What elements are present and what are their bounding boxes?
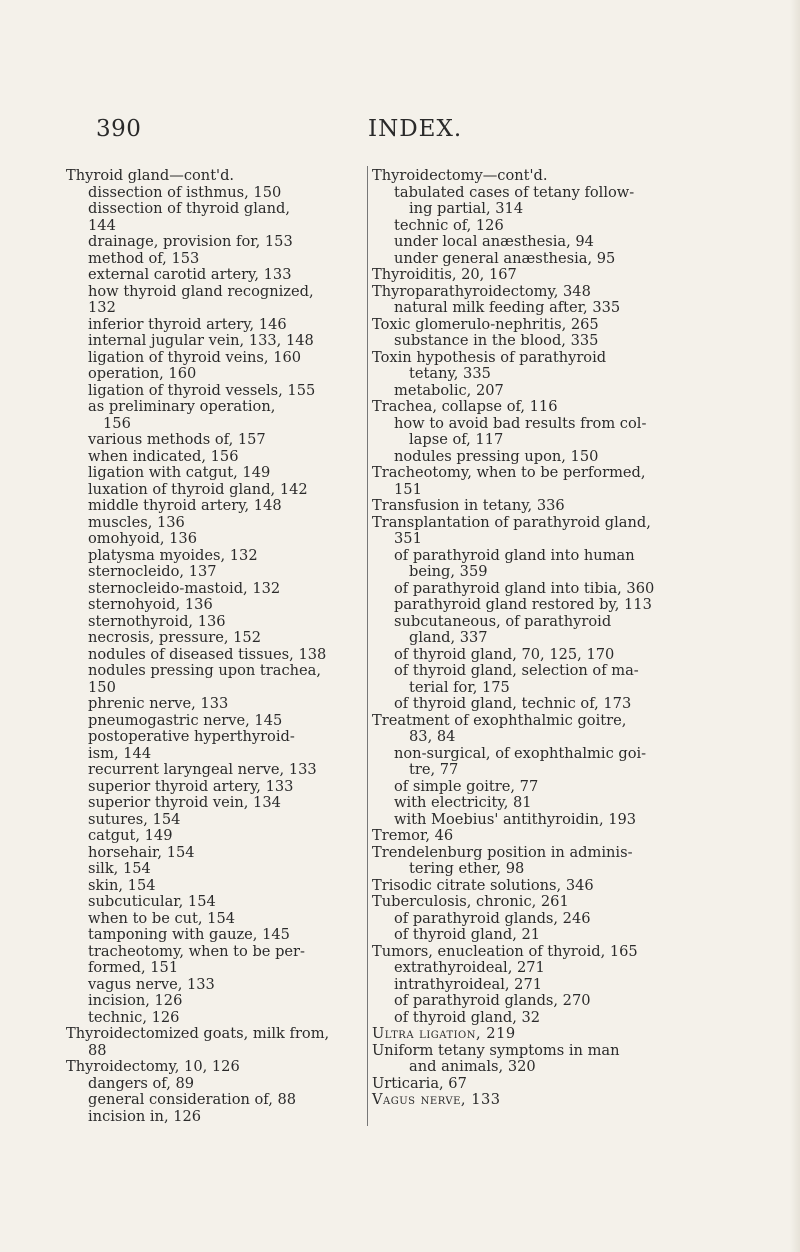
index-entry: Tuberculosis, chronic, 261 xyxy=(372,893,569,910)
index-subentry: superior thyroid vein, 134 xyxy=(88,794,281,811)
index-subentry: parathyroid gland restored by, 113 xyxy=(394,596,652,613)
index-subentry: ligation with catgut, 149 xyxy=(88,464,271,481)
index-entry: Uniform tetany symptoms in man xyxy=(372,1041,620,1059)
index-subentry: of thyroid gland, selection of ma- xyxy=(394,662,639,679)
index-entry: Trendelenburg position in adminis- xyxy=(372,843,633,861)
index-entry: Thyroidectomy—cont'd. xyxy=(372,167,548,184)
index-entry: Ultra ligation, 219 xyxy=(372,1025,516,1042)
index-subentry: with electricity, 81 xyxy=(394,794,532,811)
index-subentry: natural milk feeding after, 335 xyxy=(394,299,621,316)
index-subentry: of thyroid gland, 21 xyxy=(394,926,541,943)
index-subentry: subcuticular, 154 xyxy=(88,893,216,910)
index-subentry: necrosis, pressure, 152 xyxy=(88,629,261,646)
index-entry: Tremor, 46 xyxy=(372,827,454,844)
index-entry: Trachea, collapse of, 116 xyxy=(372,398,558,415)
index-subentry: lapse of, 117 xyxy=(409,431,504,448)
index-subentry: 83, 84 xyxy=(409,728,456,745)
index-entry: Thyroidectomized goats, milk from, xyxy=(66,1025,330,1042)
index-subentry: with Moebius' antithyroidin, 193 xyxy=(394,810,637,828)
index-subentry: 156 xyxy=(103,414,131,432)
index-subentry: tering ether, 98 xyxy=(409,860,525,877)
index-subentry: and animals, 320 xyxy=(409,1058,536,1075)
index-subentry: ligation of thyroid vessels, 155 xyxy=(88,381,316,399)
index-subentry: formed, 151 xyxy=(88,959,179,976)
index-subentry: dangers of, 89 xyxy=(88,1074,195,1092)
index-subentry: of parathyroid gland into tibia, 360 xyxy=(394,579,655,597)
index-subentry: of parathyroid glands, 246 xyxy=(394,909,591,927)
index-subentry: gland, 337 xyxy=(409,629,488,646)
page-edge xyxy=(790,0,800,1252)
index-subentry: sternothyroid, 136 xyxy=(88,612,226,630)
index-entry: Urticaria, 67 xyxy=(372,1074,467,1092)
index-subentry: 150 xyxy=(88,678,116,696)
index-subentry: metabolic, 207 xyxy=(394,381,504,399)
index-subentry: inferior thyroid artery, 146 xyxy=(88,315,287,333)
index-subentry: ing partial, 314 xyxy=(409,200,524,217)
index-subentry: 132 xyxy=(88,299,116,316)
index-entry: Toxin hypothesis of parathyroid xyxy=(372,348,607,366)
index-subentry: sternocleido, 137 xyxy=(88,563,217,580)
index-entry: Thyroidectomy, 10, 126 xyxy=(66,1058,240,1075)
index-subentry: of parathyroid gland into human xyxy=(394,546,635,564)
index-subentry: 151 xyxy=(394,480,422,498)
index-subentry: 88 xyxy=(88,1041,107,1059)
index-entry: Transplantation of parathyroid gland, xyxy=(372,513,651,531)
index-subentry: sternocleido-mastoid, 132 xyxy=(88,579,281,597)
index-entry: Tumors, enucleation of thyroid, 165 xyxy=(372,942,638,960)
index-subentry: incision in, 126 xyxy=(88,1107,202,1125)
index-subentry: how thyroid gland recognized, xyxy=(88,282,314,300)
index-subentry: when indicated, 156 xyxy=(88,447,239,465)
index-entry: Treatment of exophthalmic goitre, xyxy=(372,711,627,729)
index-subentry: as preliminary operation, xyxy=(88,398,276,415)
index-subentry: ligation of thyroid veins, 160 xyxy=(88,348,302,366)
index-subentry: nodules pressing upon trachea, xyxy=(88,662,321,679)
index-subentry: pneumogastric nerve, 145 xyxy=(88,711,283,729)
index-subentry: tamponing with gauze, 145 xyxy=(88,926,290,943)
index-entry: Tracheotomy, when to be performed, xyxy=(372,464,646,481)
index-subentry: tracheotomy, when to be per- xyxy=(88,942,305,960)
index-subentry: tabulated cases of tetany follow- xyxy=(394,183,635,201)
index-subentry: of thyroid gland, 32 xyxy=(394,1008,541,1026)
index-subentry: of thyroid gland, 70, 125, 170 xyxy=(394,645,615,663)
index-entry: Trisodic citrate solutions, 346 xyxy=(372,876,594,894)
index-subentry: terial for, 175 xyxy=(409,678,510,696)
index-subentry: drainage, provision for, 153 xyxy=(88,233,293,250)
index-subentry: when to be cut, 154 xyxy=(88,909,236,927)
index-subentry: intrathyroideal, 271 xyxy=(394,975,543,993)
index-entry: Thyroid gland—cont'd. xyxy=(66,167,235,184)
index-subentry: omohyoid, 136 xyxy=(88,530,197,547)
index-subentry: muscles, 136 xyxy=(88,513,185,531)
index-subentry: 144 xyxy=(88,216,116,234)
index-subentry: luxation of thyroid gland, 142 xyxy=(88,480,308,498)
index-subentry: silk, 154 xyxy=(88,860,151,877)
index-subentry: nodules pressing upon, 150 xyxy=(394,447,599,465)
index-subentry: non-surgical, of exophthalmic goi- xyxy=(394,744,647,762)
index-subentry: dissection of thyroid gland, xyxy=(88,200,290,217)
index-entry: Toxic glomerulo-nephritis, 265 xyxy=(372,315,599,333)
index-subentry: vagus nerve, 133 xyxy=(88,975,215,993)
page-header xyxy=(0,116,800,146)
index-subentry: superior thyroid artery, 133 xyxy=(88,777,294,795)
index-subentry: under general anæsthesia, 95 xyxy=(394,249,616,267)
index-subentry: 351 xyxy=(394,530,422,547)
index-subentry: catgut, 149 xyxy=(88,827,173,844)
running-title: INDEX. xyxy=(368,116,463,142)
index-subentry: operation, 160 xyxy=(88,365,197,382)
index-subentry: being, 359 xyxy=(409,563,488,580)
index-subentry: technic, 126 xyxy=(88,1008,180,1026)
index-subentry: postoperative hyperthyroid- xyxy=(88,728,295,745)
page-number: 390 xyxy=(96,116,142,142)
index-entry: Thyroiditis, 20, 167 xyxy=(372,266,517,283)
index-subentry: external carotid artery, 133 xyxy=(88,266,292,283)
index-subentry: of simple goitre, 77 xyxy=(394,777,539,795)
index-subentry: of parathyroid glands, 270 xyxy=(394,992,591,1009)
column-divider xyxy=(367,166,368,1126)
index-subentry: how to avoid bad results from col- xyxy=(394,414,647,432)
index-subentry: internal jugular vein, 133, 148 xyxy=(88,332,314,349)
index-subentry: tetany, 335 xyxy=(409,365,491,382)
index-entry: Vagus nerve, 133 xyxy=(372,1091,501,1108)
index-subentry: horsehair, 154 xyxy=(88,843,195,861)
index-subentry: sutures, 154 xyxy=(88,810,181,828)
index-subentry: skin, 154 xyxy=(88,876,156,894)
index-subentry: subcutaneous, of parathyroid xyxy=(394,612,612,630)
index-subentry: ism, 144 xyxy=(88,744,152,762)
index-subentry: under local anæsthesia, 94 xyxy=(394,233,594,250)
index-subentry: extrathyroideal, 271 xyxy=(394,959,545,976)
index-entry: Transfusion in tetany, 336 xyxy=(372,497,565,514)
index-subentry: phrenic nerve, 133 xyxy=(88,695,229,712)
index-subentry: nodules of diseased tissues, 138 xyxy=(88,645,327,663)
index-subentry: middle thyroid artery, 148 xyxy=(88,497,282,514)
index-subentry: of thyroid gland, technic of, 173 xyxy=(394,695,632,712)
index-subentry: tre, 77 xyxy=(409,761,459,778)
index-subentry: recurrent laryngeal nerve, 133 xyxy=(88,761,317,778)
index-column-left xyxy=(66,168,362,1125)
index-subentry: dissection of isthmus, 150 xyxy=(88,183,282,201)
index-subentry: substance in the blood, 335 xyxy=(394,332,599,349)
index-subentry: sternohyoid, 136 xyxy=(88,596,213,613)
index-column-right xyxy=(372,168,672,1109)
index-subentry: various methods of, 157 xyxy=(88,431,266,448)
index-subentry: method of, 153 xyxy=(88,249,200,267)
index-subentry: general consideration of, 88 xyxy=(88,1091,297,1108)
index-subentry: platysma myoides, 132 xyxy=(88,546,258,564)
index-subentry: incision, 126 xyxy=(88,992,183,1009)
index-entry: Thyroparathyroidectomy, 348 xyxy=(372,282,591,300)
index-subentry: technic of, 126 xyxy=(394,216,504,234)
